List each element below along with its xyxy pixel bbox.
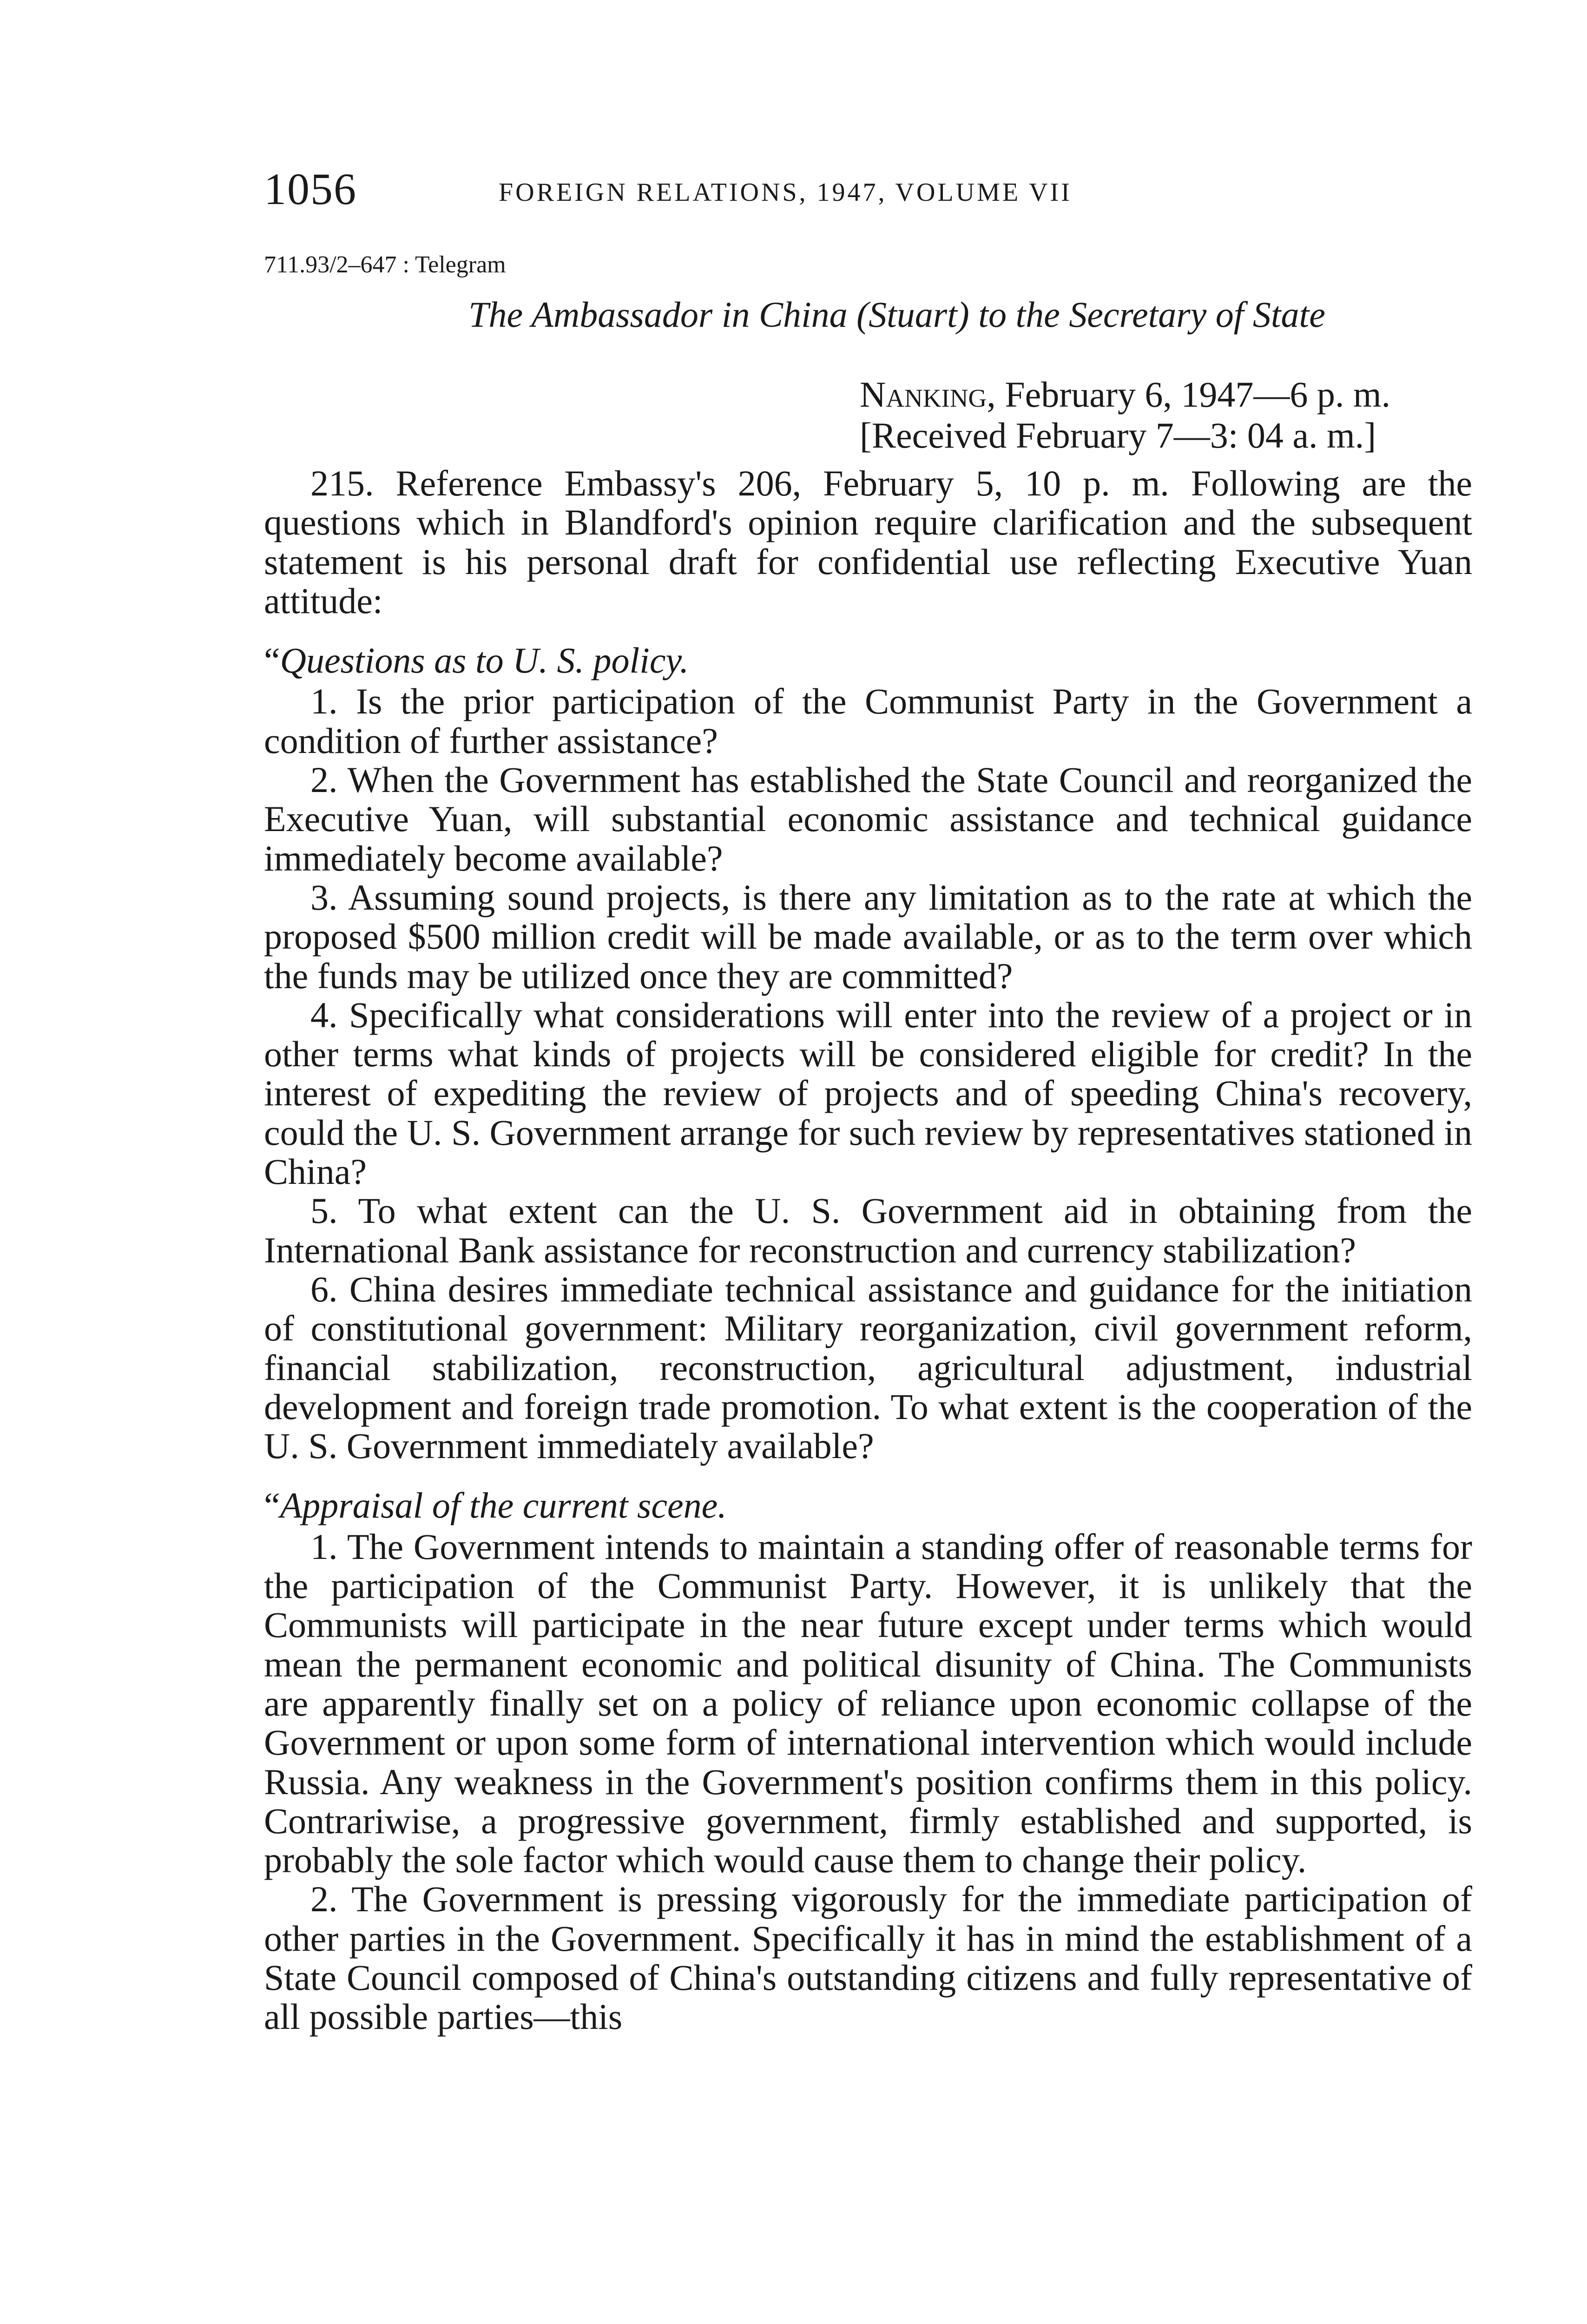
running-head-title: FOREIGN RELATIONS, 1947, VOLUME VII (499, 178, 1072, 207)
dateline-place: Nanking (860, 374, 987, 415)
appraisal-item: 2. The Government is pressing vigorously for the immediate participation of other parties in the Government. Specifically it has in mind the establishment of a State Council composed of China's outstanding citizens and fully representative of all possible parties—this (264, 1879, 1472, 2037)
question-item: 5. To what extent can the U. S. Government aid in obtaining from the International Bank assistance for reconstruction and currency stabilization? (264, 1190, 1472, 1270)
running-head (264, 164, 1472, 219)
question-item: 3. Assuming sound projects, is there any limitation as to the rate at which the proposed $500 million credit will be made available, or as to the term over which the funds may be utilized once they are committed? (264, 877, 1472, 996)
document-body (264, 464, 1472, 2037)
questions-heading (264, 641, 1472, 680)
page-number: 1056 (264, 164, 357, 214)
appraisal-item: 1. The Government intends to maintain a standing offer of reasonable terms for the participation of the Communist Party. However, it is unlikely that the Communists will participate in the near future except under terms which would mean the permanent economic and political disunity of China. The Communists are apparently finally set on a policy of reliance upon economic collapse of the Government or upon some form of international intervention which would include Russia. Any weakness in the Government's position confirms them in this policy. Contrariwise, a progressive government, firmly established and supported, is probably the sole factor which would cause them to change their policy. (264, 1526, 1472, 1881)
appraisal-heading (264, 1486, 1472, 1525)
appraisal-heading-quote: “ (264, 1485, 280, 1526)
dateline-received: [Received February 7—3: 04 a. m.] (860, 415, 1376, 456)
questions-heading-quote: “ (264, 640, 280, 681)
dateline-sent-time: , February 6, 1947—6 p. m. (987, 374, 1390, 415)
question-item: 6. China desires immediate technical assistance and guidance for the initiation of constitutional government: Military reorganization, civil government reform, financial stabilization, reconstruction, agricultural adjustment, industrial development and foreign trade promotion. To what extent is the cooperation of the U. S. Government immediately available? (264, 1268, 1472, 1466)
question-item: 2. When the Government has established the State Council and reorganized the Executive Yuan, will substantial economic assistance and technical guidance immediately become available? (264, 759, 1472, 878)
dateline-sent (860, 374, 1473, 415)
document-title: The Ambassador in China (Stuart) to the Secretary of State (468, 294, 1325, 335)
questions-heading-text: Questions as to U. S. policy. (280, 640, 689, 681)
question-item: 1. Is the prior participation of the Communist Party in the Government a condition of further assistance? (264, 681, 1472, 761)
question-item: 4. Specifically what considerations will enter into the review of a project or in other terms what kinds of projects will be considered eligible for credit? In the interest of expediting the review of projects and of speeding China's recovery, could the U. S. Government arrange for such review by representatives stationed in China? (264, 994, 1472, 1192)
intro-paragraph: 215. Reference Embassy's 206, February 5, 10 p. m. Following are the questions which in Blandford's opinion require clarification and the subsequent statement is his personal draft for confidential use reflecting Executive Yuan attitude: (264, 463, 1472, 621)
appraisal-heading-text: Appraisal of the current scene. (280, 1485, 727, 1526)
file-reference: 711.93/2–647 : Telegram (264, 251, 506, 278)
dateline (860, 374, 1473, 456)
